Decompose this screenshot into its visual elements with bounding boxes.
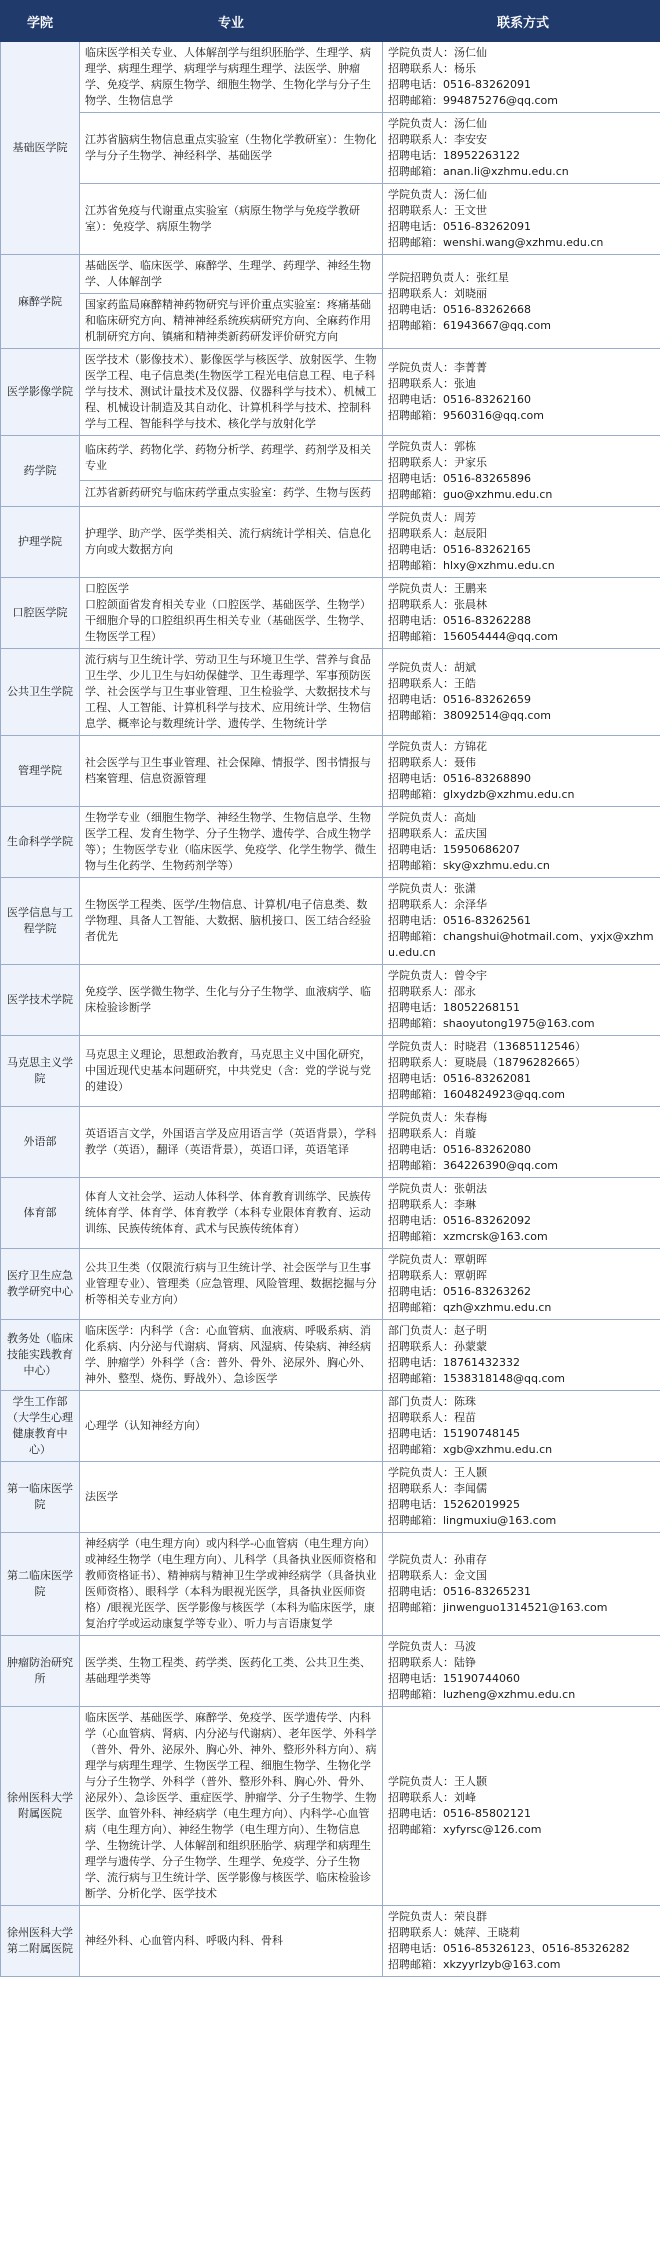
table-row [1,1462,660,1533]
contact-cell [383,349,660,436]
contact-line: 招聘邮箱：changshui@hotmail.com、yxjx@xzhmu.edu.cn [388,930,654,959]
contact-line: 招聘邮箱：364226390@qq.com [388,1159,558,1172]
contact-line: 招聘电话：0516-83262561 [388,914,531,927]
contact-line: 招聘电话：0516-83262165 [388,543,531,556]
contact-line: 招聘邮箱：glxydzb@xzhmu.edu.cn [388,788,575,801]
table-row [1,1249,660,1320]
school-cell: 医学信息与工程学院 [1,878,80,965]
contact-line: 招聘邮箱：shaoyutong1975@163.com [388,1017,595,1030]
contact-line: 招聘邮箱：jinwenguo1314521@163.com [388,1601,608,1614]
contact-line: 部门负责人：陈珠 [388,1395,476,1408]
school-cell: 医学影像学院 [1,349,80,436]
school-cell: 生命科学学院 [1,807,80,878]
contact-line: 招聘邮箱：guo@xzhmu.edu.cn [388,488,553,501]
contact-line: 招聘联系人：李闻儒 [388,1482,487,1495]
contact-line: 招聘电话：0516-83265231 [388,1585,531,1598]
contact-cell [383,1906,660,1977]
contact-cell [383,1707,660,1906]
contact-line: 招聘联系人：邵永 [388,985,476,998]
contact-cell [383,736,660,807]
contact-cell [383,1533,660,1636]
contact-line: 学院负责人：汤仁仙 [388,188,487,201]
contact-line: 招聘邮箱：lingmuxiu@163.com [388,1514,557,1527]
contact-line: 招聘联系人：张迪 [388,377,476,390]
contact-line: 招聘邮箱：xyfyrsc@126.com [388,1823,542,1836]
contact-line: 招聘邮箱：xkzyyrlzyb@163.com [388,1958,561,1971]
major-cell: 马克思主义理论，思想政治教育，马克思主义中国化研究，中国近现代史基本问题研究，中共党史（含：党的学说与党的建设） [80,1036,383,1107]
major-cell: 江苏省脑病生物信息重点实验室（生物化学教研室）：生物化学与分子生物学、神经科学、基础医学 [80,113,383,184]
contact-line: 招聘邮箱：luzheng@xzhmu.edu.cn [388,1688,576,1701]
contact-cell [383,1462,660,1533]
contact-line: 招聘联系人：李安安 [388,133,487,146]
school-cell: 第二临床医学院 [1,1533,80,1636]
contact-cell [383,42,660,113]
table-row [1,255,660,294]
contact-line: 招聘邮箱：994875276@qq.com [388,94,558,107]
contact-line: 学院负责人：覃朝晖 [388,1253,487,1266]
contact-line: 招聘联系人：杨乐 [388,62,476,75]
table-row [1,1391,660,1462]
school-cell: 徐州医科大学第二附属医院 [1,1906,80,1977]
contact-line: 招聘联系人：覃朝晖 [388,1269,487,1282]
contact-line: 招聘邮箱：sky@xzhmu.edu.cn [388,859,550,872]
contact-line: 招聘联系人：王文世 [388,204,487,217]
contact-line: 学院负责人：李菁菁 [388,361,487,374]
contact-line: 招聘联系人：金文国 [388,1569,487,1582]
major-cell: 临床医学：内科学（含：心血管病、血液病、呼吸系病、消化系病、内分泌与代谢病、肾病、风湿病、传染病、神经病学、肿瘤学）外科学（含：普外、骨外、泌尿外、胸心外、神外、整型、烧伤、野战外）、急诊医学 [80,1320,383,1391]
major-cell: 生物医学工程类、医学/生物信息、计算机/电子信息类、数学物理、具备人工智能、大数据、脑机接口、医工结合经验者优先 [80,878,383,965]
major-cell: 护理学、助产学、医学类相关、流行病统计学相关、信息化方向或大数据方向 [80,507,383,578]
contact-line: 招聘邮箱：1604824923@qq.com [388,1088,565,1101]
contact-line: 招聘电话：18052268151 [388,1001,520,1014]
contact-cell [383,649,660,736]
school-cell: 体育部 [1,1178,80,1249]
major-cell: 神经病学（电生理方向）或内科学-心血管病（电生理方向）或神经生物学（电生理方向）、儿科学（具备执业医师资格和教师资格证书）、精神病与精神卫生学或神经病学（具备执业医师资格）、眼科学（本科为眼视光医学，具备执业医师资格）/眼视光医学、医学影像与核医学（本科为临床医学，康复治疗学或运动康复学等专业）、听力与言语康复学 [80,1533,383,1636]
major-cell: 体育人文社会学、运动人体科学、体育教育训练学、民族传统体育学、体育学、体育教学（本科专业限体育教育、运动训练、民族传统体育、武术与民族传统体育） [80,1178,383,1249]
school-cell: 徐州医科大学附属医院 [1,1707,80,1906]
major-cell: 临床医学相关专业、人体解剖学与组织胚胎学、生理学、病理学、病理生理学、病理学与病理生理学、法医学、肿瘤学、免疫学、病原生物学、细胞生物学、生物化学与分子生物学、生物信息学 [80,42,383,113]
contact-line: 学院负责人：王人颢 [388,1775,487,1788]
table-row [1,649,660,736]
header-school: 学院 [1,1,80,42]
contact-line: 学院负责人：王鹏来 [388,582,487,595]
contact-line: 招聘联系人：陆铮 [388,1656,476,1669]
table-row [1,736,660,807]
major-cell: 社会医学与卫生事业管理、社会保障、情报学、图书情报与档案管理、信息资源管理 [80,736,383,807]
contact-cell [383,965,660,1036]
major-cell: 江苏省免疫与代谢重点实验室（病原生物学与免疫学教研室）：免疫学、病原生物学 [80,184,383,255]
table-row [1,436,660,481]
school-cell: 马克思主义学院 [1,1036,80,1107]
contact-line: 招聘联系人：夏晓晨（18796282665） [388,1056,586,1069]
major-cell: 公共卫生类（仅限流行病与卫生统计学、社会医学与卫生事业管理专业）、管理类（应急管理、风险管理、数据挖掘与分析等相关专业方向） [80,1249,383,1320]
school-cell: 第一临床医学院 [1,1462,80,1533]
table-row [1,1320,660,1391]
contact-line: 招聘联系人：王皓 [388,677,476,690]
major-cell: 心理学（认知神经方向） [80,1391,383,1462]
contact-line: 学院负责人：汤仁仙 [388,117,487,130]
contact-line: 招聘联系人：聂伟 [388,756,476,769]
contact-line: 招聘邮箱：xgb@xzhmu.edu.cn [388,1443,553,1456]
contact-line: 招聘电话：15190748145 [388,1427,520,1440]
school-cell: 外语部 [1,1107,80,1178]
major-cell: 基础医学、临床医学、麻醉学、生理学、药理学、神经生物学、人体解剖学 [80,255,383,294]
school-cell: 护理学院 [1,507,80,578]
contact-line: 学院负责人：时晓君（13685112546） [388,1040,586,1053]
school-cell: 学生工作部（大学生心理健康教育中心） [1,1391,80,1462]
contact-line: 招聘邮箱：156054444@qq.com [388,630,558,643]
contact-cell [383,1320,660,1391]
contact-line: 招聘联系人：余泽华 [388,898,487,911]
contact-line: 学院负责人：孙甫存 [388,1553,487,1566]
contact-cell [383,1636,660,1707]
contact-line: 招聘联系人：姚萍、王晓莉 [388,1926,520,1939]
table-row [1,578,660,649]
contact-line: 招聘电话：0516-83262081 [388,1072,531,1085]
header-contact: 联系方式 [383,1,660,42]
table-row [1,1036,660,1107]
major-cell: 医学技术（影像技术）、影像医学与核医学、放射医学、生物医学工程、电子信息类(生物医学工程光电信息工程、电子科学与技术、测试计量技术及仪器、仪器科学与技术）、机械工程、机械设计制造及其自动化、计算机科学与技术、控制科学与工程、智能科学与技术、核化学与放射化学 [80,349,383,436]
contact-line: 招聘联系人：尹家乐 [388,456,487,469]
table-row [1,1906,660,1977]
table-row [1,1107,660,1178]
contact-line: 学院负责人：张潇 [388,882,476,895]
major-cell: 临床医学、基础医学、麻醉学、免疫学、医学遗传学、内科学（心血管病、肾病、内分泌与代谢病）、老年医学、外科学（普外、骨外、泌尿外、胸心外、神外、整形外科方向）、病理学与病理生理学、生物医学工程、细胞生物学、生物化学与分子生物学、外科学（普外、整形外科、胸心外、骨外、泌尿外）、急诊医学、重症医学、肿瘤学、分子生物学、生物医学、血管外科、神经病学（电生理方向）、内科学-心血管病（电生理方向）、神经生物学（电生理方向）、生物信息学、生物统计学、人体解剖和组织胚胎学、病理学和病理生理学与遗传学、分子生物学、生理学、免疫学、分子生物学、流行病与卫生统计学、医学影像与核医学、临床检验诊断学、分析化学、医学技术 [80,1707,383,1906]
contact-line: 学院负责人：胡斌 [388,661,476,674]
school-cell: 药学院 [1,436,80,507]
contact-line: 招聘邮箱：qzh@xzhmu.edu.cn [388,1301,552,1314]
contact-line: 招聘联系人：孟庆国 [388,827,487,840]
major-cell: 免疫学、医学微生物学、生化与分子生物学、血液病学、临床检验诊断学 [80,965,383,1036]
contact-line: 招聘联系人：肖璇 [388,1127,476,1140]
contact-line: 招聘联系人：李琳 [388,1198,476,1211]
contact-line: 招聘电话：0516-83263262 [388,1285,531,1298]
contact-line: 招聘电话：0516-83262160 [388,393,531,406]
major-cell: 临床药学、药物化学、药物分析学、药理学、药剂学及相关专业 [80,436,383,481]
school-cell: 教务处（临床技能实践教育中心） [1,1320,80,1391]
contact-cell [383,436,660,507]
contact-line: 招聘邮箱：xzmcrsk@163.com [388,1230,548,1243]
contact-line: 学院负责人：王人颢 [388,1466,487,1479]
school-cell: 口腔医学院 [1,578,80,649]
major-cell: 江苏省新药研究与临床药学重点实验室：药学、生物与医药 [80,480,383,506]
school-cell: 基础医学院 [1,42,80,255]
contact-line: 招聘联系人：赵辰阳 [388,527,487,540]
school-cell: 麻醉学院 [1,255,80,349]
contact-line: 招聘电话：0516-83268890 [388,772,531,785]
contact-cell [383,1249,660,1320]
header-major: 专业 [80,1,383,42]
table-row [1,1178,660,1249]
contact-line: 招聘邮箱：9560316@qq.com [388,409,544,422]
contact-cell [383,1036,660,1107]
contact-line: 招聘电话：0516-85326123、0516-85326282 [388,1942,630,1955]
contact-line: 招聘邮箱：hlxy@xzhmu.edu.cn [388,559,555,572]
contact-line: 招聘联系人：张晨林 [388,598,487,611]
table-row [1,1707,660,1906]
contact-line: 学院负责人：高灿 [388,811,476,824]
contact-cell [383,184,660,255]
school-cell: 医疗卫生应急教学研究中心 [1,1249,80,1320]
contact-cell [383,1178,660,1249]
major-cell: 流行病与卫生统计学、劳动卫生与环境卫生学、营养与食品卫生学、少儿卫生与妇幼保健学、卫生毒理学、军事预防医学、社会医学与卫生事业管理、卫生检验学、大数据技术与工程、人工智能、计算机科学与技术、应用统计学、生物信息学、概率论与数理统计学、遗传学、生物统计学 [80,649,383,736]
contact-cell [383,878,660,965]
contact-line: 学院负责人：张朝法 [388,1182,487,1195]
contact-line: 招聘邮箱：38092514@qq.com [388,709,551,722]
contact-line: 招聘联系人：刘峰 [388,1791,476,1804]
contact-line: 部门负责人：赵子明 [388,1324,487,1337]
contact-cell [383,1107,660,1178]
table-header-row [1,1,660,42]
contact-line: 学院负责人：郭栋 [388,440,476,453]
contact-line: 招聘联系人：刘晓丽 [388,286,487,300]
contact-line: 学院负责人：马波 [388,1640,476,1653]
major-cell: 生物学专业（细胞生物学、神经生物学、生物信息学、生物医学工程、发育生物学、分子生物学、遗传学、合成生物学等）；生物医学专业（临床医学、免疫学、化学生物学、微生物与生化药学、生物药剂学等） [80,807,383,878]
major-cell: 口腔医学 口腔颌面省发育相关专业（口腔医学、基础医学、生物学）干细胞介导的口腔组织再生相关专业（基础医学、生物学、生物医学工程） [80,578,383,649]
contact-line: 招聘电话：0516-83262659 [388,693,531,706]
table-row [1,42,660,113]
contact-line: 招聘联系人：程苗 [388,1411,476,1424]
contact-line: 招聘电话：18952263122 [388,149,520,162]
contact-line: 招聘联系人：孙蒙蒙 [388,1340,487,1353]
contact-line: 招聘邮箱：61943667@qq.com [388,318,551,332]
contact-line: 招聘邮箱：1538318148@qq.com [388,1372,565,1385]
major-cell: 英语语言文学，外国语言学及应用语言学（英语背景），学科教学（英语），翻译（英语背景），英语口译，英语笔译 [80,1107,383,1178]
contact-cell [383,1391,660,1462]
contact-cell [383,113,660,184]
contact-line: 招聘电话：0516-83262091 [388,78,531,91]
table-row [1,1636,660,1707]
contact-line: 学院负责人：汤仁仙 [388,46,487,59]
school-cell: 肿瘤防治研究所 [1,1636,80,1707]
major-cell: 医学类、生物工程类、药学类、医药化工类、公共卫生类、基础理学类等 [80,1636,383,1707]
table-row [1,349,660,436]
table-row [1,113,660,184]
school-cell: 医学技术学院 [1,965,80,1036]
contact-line: 招聘电话：18761432332 [388,1356,520,1369]
table-row [1,807,660,878]
contact-line: 招聘邮箱：anan.li@xzhmu.edu.cn [388,165,569,178]
contact-line: 学院负责人：方锦花 [388,740,487,753]
contact-cell [383,507,660,578]
table-row [1,1533,660,1636]
contact-line: 招聘邮箱：wenshi.wang@xzhmu.edu.cn [388,236,604,249]
contact-line: 招聘电话：15262019925 [388,1498,520,1511]
school-cell: 管理学院 [1,736,80,807]
major-cell: 法医学 [80,1462,383,1533]
contact-line: 招聘电话：0516-83262092 [388,1214,531,1227]
table-row [1,878,660,965]
contact-line: 招聘电话：0516-83265896 [388,472,531,485]
contact-cell [383,578,660,649]
table-row [1,507,660,578]
table-body [1,42,660,1977]
contact-line: 招聘电话：0516-83262091 [388,220,531,233]
table-row [1,184,660,255]
contact-line: 学院负责人：朱春梅 [388,1111,487,1124]
contact-line: 招聘电话：0516-83262080 [388,1143,531,1156]
contact-line: 招聘电话：15190744060 [388,1672,520,1685]
contact-line: 招聘电话：0516-85802121 [388,1807,531,1820]
school-cell: 公共卫生学院 [1,649,80,736]
contact-line: 招聘电话：15950686207 [388,843,520,856]
contact-line: 学院负责人：曾令宇 [388,969,487,982]
contact-cell [383,255,660,349]
contact-line: 学院负责人：周芳 [388,511,476,524]
major-cell: 神经外科、心血管内科、呼吸内科、骨科 [80,1906,383,1977]
contact-line: 招聘电话：0516-83262668 [388,302,531,316]
contact-line: 招聘电话：0516-83262288 [388,614,531,627]
contact-line: 学院负责人：荣良群 [388,1910,487,1923]
major-cell: 国家药监局麻醉精神药物研究与评价重点实验室：疼痛基础和临床研究方向、精神神经系统疾病研究方向、全麻药作用机制研究方向、镇痛和精神类新药研发评价研究方向 [80,294,383,349]
table-row [1,965,660,1036]
contact-cell [383,807,660,878]
contact-line: 学院招聘负责人：张红星 [388,270,509,284]
